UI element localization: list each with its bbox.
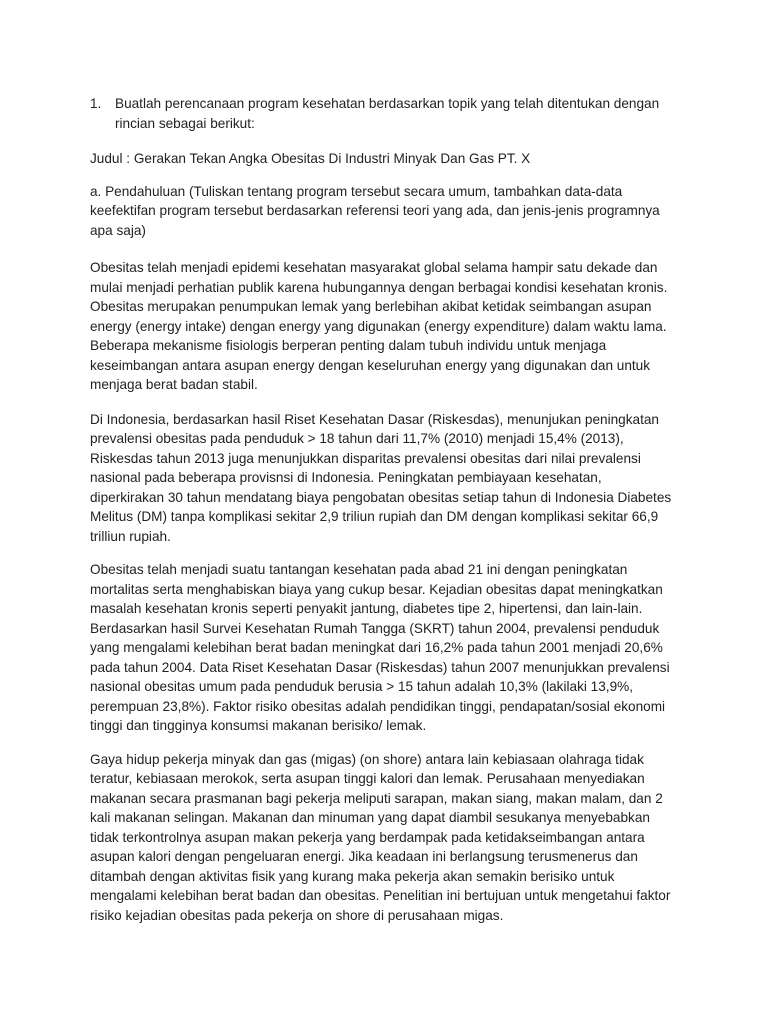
paragraph-2: Di Indonesia, berdasarkan hasil Riset Kesehatan Dasar (Riskesdas), menunjukan peningkatan prevalensi obesitas pada penduduk > 18 tahun dari 11,7% (2010) menjadi 15,4% (2013), Riskesdas tahun 2013 juga menunjukkan disparitas prevalensi obesitas dari nilai prevalensi nasional pada beberapa provisnsi di Indonesia. Peningkatan pembiayaan kesehatan, diperkirakan 30 tahun mendatang biaya pengobatan obesitas setiap tahun di Indonesia Diabetes Melitus (DM) tanpa komplikasi sekitar 2,9 triliun rupiah dan DM dengan komplikasi sekitar 66,9 trilliun rupiah. bbox=[90, 411, 672, 544]
question-text: Buatlah perencanaan program kesehatan berdasarkan topik yang telah ditentukan dengan rincian sebagai berikut: bbox=[115, 96, 660, 131]
question-number: 1. bbox=[90, 96, 102, 111]
section-a-heading: a. Pendahuluan (Tuliskan tentang program tersebut secara umum, tambahkan data-data keefektifan program tersebut berdasarkan referensi teori yang ada, dan jenis-jenis programnya apa saja) bbox=[90, 183, 660, 238]
paragraph-3: Obesitas telah menjadi suatu tantangan kesehatan pada abad 21 ini dengan peningkatan mortalitas serta menghabiskan biaya yang cukup besar. Kejadian obesitas dapat meningkatkan masalah kesehatan kronis seperti penyakit jantung, diabetes tipe 2, hipertensi, dan lain-lain. Berdasarkan hasil Survei Kesehatan Rumah Tangga (SKRT) tahun 2004, prevalensi penduduk yang mengalami kelebihan berat badan meningkat dari 16,2% pada tahun 2001 menjadi 20,6% pada tahun 2004. Data Riset Kesehatan Dasar (Riskesdas) tahun 2007 menunjukkan prevalensi nasional obesitas umum pada penduduk berusia > 15 tahun adalah 10,3% (lakilaki 13,9%, perempuan 23,8%). Faktor risiko obesitas adalah pendidikan tinggi, pendapatan/sosial ekonomi tinggi dan tingginya konsumsi makanan berisiko/ lemak. bbox=[90, 562, 670, 733]
paragraph-1: Obesitas telah menjadi epidemi kesehatan masyarakat global selama hampir satu dekade dan mulai menjadi perhatian publik karena hubungannya dengan berbagai kondisi kesehatan kronis. Obesitas merupakan penumpukan lemak yang berlebihan akibat ketidak seimbangan asupan energy (energy intake) dengan energy yang digunakan (energy expenditure) dalam waktu lama. Beberapa mekanisme fisiologis berperan penting dalam tubuh individu untuk menjaga keseimbangan antara asupan energy dengan keseluruhan energy yang digunakan dan untuk menjaga berat badan stabil. bbox=[90, 260, 668, 392]
document-title: Judul : Gerakan Tekan Angka Obesitas Di Industri Minyak Dan Gas PT. X bbox=[90, 151, 531, 166]
paragraph-4: Gaya hidup pekerja minyak dan gas (migas) (on shore) antara lain kebiasaan olahraga tidak teratur, kebiasaan merokok, serta asupan tinggi kalori dan lemak. Perusahaan menyediakan makanan secara prasmanan bagi pekerja meliputi sarapan, makan siang, makan malam, dan 2 kali makanan selingan. Makanan dan minuman yang dapat diambil sesukanya menyebabkan tidak terkontrolnya asupan makan pekerja yang berdampak pada ketidakseimbangan antara asupan kalori dengan pengeluaran energi. Jika keadaan ini berlangsung terusmenerus dan ditambah dengan aktivitas fisik yang kurang maka pekerja akan semakin berisiko untuk mengalami kelebihan berat badan dan obesitas. Penelitian ini bertujuan untuk mengetahui faktor risiko kejadian obesitas pada pekerja on shore di perusahaan migas. bbox=[90, 751, 671, 923]
question-item bbox=[90, 94, 678, 133]
